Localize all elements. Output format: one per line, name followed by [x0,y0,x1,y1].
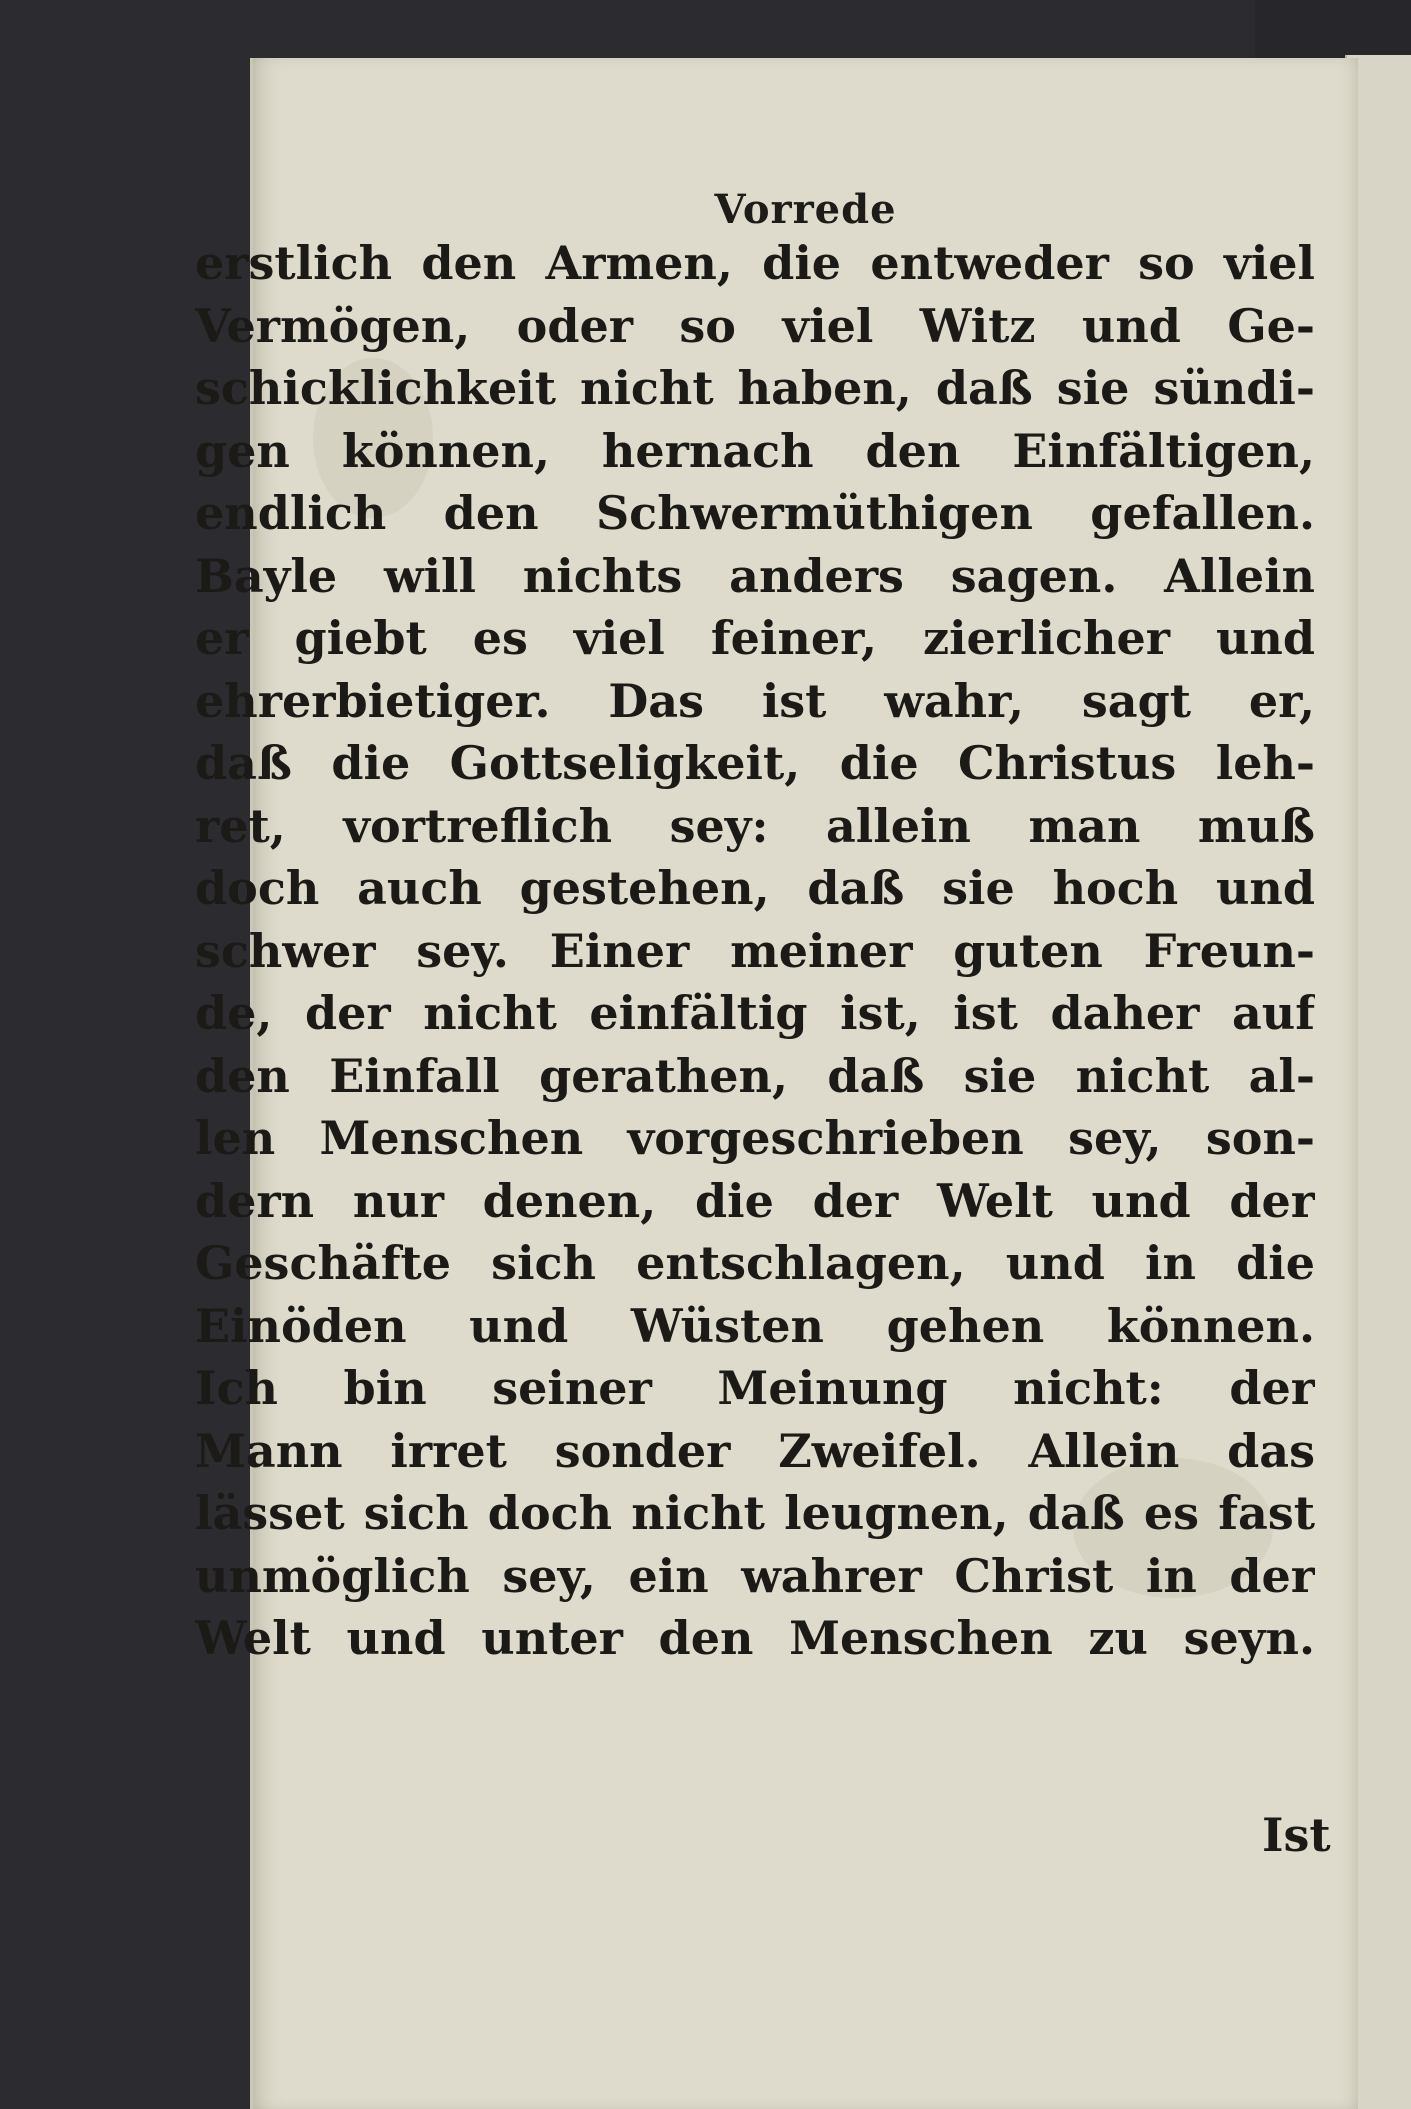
text-line: Einöden und Wüsten gehen können. [195,1298,1315,1353]
text-line: schwer sey. Einer meiner guten Freun- [195,923,1315,978]
text-line: Geschäfte sich entschlagen, und in die [195,1236,1315,1290]
text-line: gen können, hernach den Einfältigen, [195,423,1315,478]
text-line: endlich den Schwermüthigen gefallen. [195,486,1315,540]
text-line: den Einfall gerathen, daß sie nicht al- [195,1048,1315,1103]
text-line: schicklichkeit nicht haben, daß sie sündi- [195,361,1315,415]
text-line: Welt und unter den Menschen zu seyn. [195,1611,1315,1665]
text-line: dern nur denen, die der Welt und der [195,1173,1315,1228]
running-head: Vorrede [714,186,897,233]
text-line: doch auch gestehen, daß sie hoch und [195,861,1315,915]
text-line: ret, vortreflich sey: allein man muß [195,798,1315,853]
text-line: daß die Gottseligkeit, die Christus leh- [195,736,1315,790]
text-line: Mann irret sonder Zweifel. Allein das [195,1423,1315,1478]
text-line: unmöglich sey, ein wahrer Christ in der [195,1548,1315,1603]
text-line: er giebt es viel feiner, zierlicher und [195,611,1315,665]
text-line: Bayle will nichts anders sagen. Allein [195,548,1315,603]
body-text [195,232,1315,1670]
text-line: de, der nicht einfältig ist, ist daher auf [195,986,1315,1040]
text-line: len Menschen vorgeschrieben sey, son- [195,1111,1315,1165]
text-line: ehrerbietiger. Das ist wahr, sagt er, [195,673,1315,728]
text-line: Vermögen, oder so viel Witz und Ge- [195,298,1315,353]
catchword: Ist [1262,1808,1331,1862]
text-line: lässet sich doch nicht leugnen, daß es fast [195,1486,1315,1540]
text-line: Ich bin seiner Meinung nicht: der [195,1361,1315,1415]
text-line: erstlich den Armen, die entweder so viel [195,236,1315,290]
